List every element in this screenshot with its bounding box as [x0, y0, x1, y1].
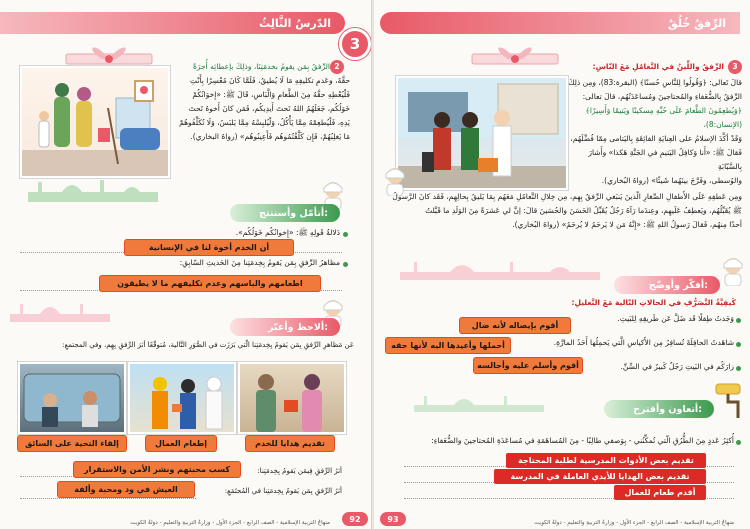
cooperate-answer-1[interactable]: تقديم بعض الأدوات المدرسية لطلبة المحتاجة — [506, 453, 706, 468]
line: فَقالَ ﷺ: «أَنا وَكافِلُ اليَتيمِ في الجَنَّةِ هَكذا» وأَشارَ بِالسَّبّابَةِ — [588, 148, 742, 171]
effect-label-2: أثرُ الرِّفقِ بِمَن يَقومُ بِخِدمَتِنا في المُجتَمَعِ: — [224, 487, 342, 495]
think-tab: أفكّر وأوضّح: — [614, 276, 720, 294]
reflect-tab: أتأمّل وأستنتج: — [230, 204, 340, 222]
think-answer-3[interactable]: أقوم وأسلم عليه وأجالسه — [474, 358, 582, 373]
bullet-icon — [343, 232, 348, 237]
reflect-answer-2[interactable]: اطعامهم والباسهم وعدم تكليفهم ما لا يطيقون — [100, 276, 320, 291]
effect-answer-1[interactable]: كسب محبتهم ونشر الأمن والاستقرار — [74, 462, 240, 477]
section-heading: الرِّفقُ واللِّينُ في التَّعامُلِ مَعَ النّاسِ: — [592, 62, 724, 71]
cooperate-answer-2[interactable]: تقديم بعض الهدايا للأيدي العاملة في المدرسة — [494, 469, 706, 484]
line: حقَّهُ، وعَدمِ تكليفِهِ مَا لَا يُطيقُ، فَلَمَّا كَانَ مُعْسِرًا بِأَنْتِ — [190, 76, 350, 85]
think-question-3: زارَكُم في البَيتِ رَجُلٌ كَبيرٌ في السِّنِّ. — [620, 362, 734, 371]
image-answer-3[interactable]: إلقاء التحية على السائق — [18, 436, 126, 451]
line: قالَ تَعالى: ﴿وَقُولُوا لِلنَّاسِ حُسنًا﴾ (البقرة:83)، ومِن ذلِكَ — [568, 78, 742, 87]
cooperate-tab: أتعاون وأقترح: — [604, 400, 714, 418]
line: الرِّفقُ بِمَن يقومُ بخدمَتِنَا، وذلِكَ بإعطائِه أُجرَةً — [192, 62, 330, 71]
page-93 — [374, 0, 750, 529]
lesson-title: الرِّفقُ خُلُقٌ — [667, 16, 726, 30]
paragraph-1-body — [172, 74, 350, 144]
image-answer-1[interactable]: تقديم هدايا للخدم — [246, 436, 334, 451]
flower-frame-icon — [134, 80, 154, 102]
cooperate-answer-3[interactable]: أقدم طعام للعمال — [614, 485, 706, 500]
bullet-icon — [736, 366, 741, 371]
bullet-icon — [736, 318, 741, 323]
reflect-question-2: مظاهرُ الرِّفقِ بِمَن يَقومُ بِخِدمَتِنا مِنَ الحَديثِ السّابِقِ: — [179, 258, 340, 267]
effect-label-1: أثرُ الرِّفقِ فِيمَن يَقومُ بِخِدمَتِنا: — [257, 467, 342, 475]
bullet-icon — [736, 440, 741, 445]
page-number-92: 92 — [342, 512, 368, 526]
answer-line — [20, 498, 196, 499]
line: خَوَلُكُم، جَعَلَهُمُ اللهُ تَحتَ أَيدِيكُم، فَمَن كانَ أَخوهُ تَحتَ — [188, 104, 350, 113]
page-footer: منهاجُ التربية الإسلامية - الصف الرابع - الجزء الأول - وزارةُ التربيةِ والتعليمِ - دولةُ الكويت — [130, 520, 330, 526]
section-number: 2 — [330, 60, 344, 74]
photo-gifts-to-helpers — [238, 362, 346, 434]
mosque-skyline-icon — [10, 298, 110, 322]
reflect-question-1: دَلالةُ قَولِهِ ﷺ: «إِخوانُكُم خَوَلُكُم». — [235, 228, 340, 237]
think-answer-1[interactable]: أقوم بإيصاله لأنه ضال — [460, 318, 570, 333]
line: والوُسطى، وفَرَّجَ بينَهُما شَيئًا» (رواهُ البُخاري). — [601, 176, 742, 185]
mosque-skyline-icon — [28, 174, 158, 202]
line: وَقَدْ أكَّدَ الإسلامُ على العِنايَةِ الفائِقَةِ بِاليَتامى مِمّا فُضِّلَهُم، — [570, 134, 742, 143]
page-number-93: 93 — [380, 512, 406, 526]
bullet-icon — [343, 262, 348, 267]
ribbon-decoration-icon — [470, 40, 560, 76]
observe-tab: ألاحظ وأعبّر: — [230, 318, 340, 336]
think-answer-2[interactable]: أحملها وأعيدها اليه لأنها حقه — [386, 338, 510, 353]
line: يَدِهِ، فَلْيُطعِمْهُ مِمَّا يَأْكُلُ، وَلْيُلبِسْهُ مِمَّا يَلبَسُ، وَلَا تُكَلِّفُوهُمْ — [179, 118, 350, 127]
section-number: 3 — [728, 60, 742, 74]
line: أحدًا مِنهُم، فَقالَ رَسولُ اللهِ ﷺ: «إِنَّهُ مَن لا يَرحَمُ لا يُرحَمُ» (رواهُ البُخاري). — [512, 220, 742, 229]
cooperate-question: أُكثِرُ عَددٍ مِنَ الطُّرُقِ الّتي تُمكِّنُني - بِوَصفي طالِبًا - مِنَ المُساهَمَةِ في مُساعَدَةِ المُحتاجينَ والضُّعَفاءِ: — [431, 436, 734, 445]
reflect-answer-1[interactable]: أن الخدم أخوة لنا في الإنسانية — [125, 240, 293, 255]
photo-feeding-workers — [128, 362, 236, 434]
lesson-banner-right — [380, 12, 740, 34]
think-question-1: وَجَدتُ طِفلًا قَد ضَلَّ عَن طَريقِهِ لِلبَيتِ. — [617, 314, 734, 323]
page-footer: منهاجُ التربية الإسلامية - الصف الرابع - الجزء الأول - وزارةُ التربيةِ والتعليمِ - دولةُ الكويت — [534, 520, 734, 526]
paragraph-1 — [172, 60, 330, 74]
mosque-skyline-icon — [400, 256, 600, 280]
bullet-icon — [736, 342, 741, 347]
lesson-number-badge: 3 — [339, 28, 371, 60]
lesson-title: الدّرسُ الثَّالِثُ — [259, 16, 331, 30]
line: الرِّفقُ بِالضُّعَفاءِ والمُحتاجينَ ومُساعَدَتُهُم، قالَ تعالى: — [582, 92, 742, 101]
paint-roller-icon — [712, 380, 744, 420]
paragraph-3 — [388, 190, 742, 232]
boy-avatar-icon — [720, 256, 746, 286]
line: فَلْيُعْطِهِ حقَّهُ مِنَ الطَّعامِ وَالَّبَاسِ، قَالَ ﷺ: «إِخوَانُكُمْ — [192, 90, 350, 99]
mosque-skyline-icon — [414, 392, 544, 412]
line: ﷺ يُقَبِّلُهُم، ويَعطِفُ عَلَيهِم، وعِندَما رَآهُ رَجُلٌ يُقَبِّلُ الحَسَنَ والحُسَينَ قالَ: إنَّ لي عَشرَةً مِنَ الوَلَدِ ما قَبَّلتُ — [425, 206, 742, 215]
think-question-2: شاهَدتُ الحافِلَةَ تُسافِرُ مِن الأَكياسِ الَّتي يَحمِلُها أَحَدُ المارَّةِ. — [553, 338, 734, 347]
line: ومِن عَطفِهِ عَلَى الأَطفالِ الصِّغارِ الّذينَ يَنبَغي الرِّفقُ بِهِم، مِن خِلالِ التَّعامُلِ مَعَهُم بِمَا يَليقُ بِحالِهِم، فَقَد كانَ الرَّسولُ — [392, 192, 742, 201]
line: مَا يَغلِبُهُمْ، فَإِن كَلَّفْتُمُوهُم فَأَعِينُوهُم» (رواهُ البخاري). — [190, 132, 350, 141]
observe-question: عَن مَظاهرِ الرِّفقِ بِمَن يَقومُ بِخِدمَتِنا الّتي بَرَزَت في الصُّوَرِ التَّالية، مُتوقّعًا أثرَ الرِّفقِ بِهِم، وفي المجتمعِ: — [62, 341, 354, 349]
effect-answer-2[interactable]: العيش في ود ومحبة وألفة — [58, 482, 194, 497]
line: ﴿وَيُطعِمُونَ الطَّعامَ عَلَى حُبِّهِ مِسكينًا ويَتيمًا وَأَسِيرًا﴾ (الإنسان:8)، — [585, 106, 742, 129]
paragraph-2 — [568, 76, 742, 188]
image-answer-2[interactable]: إطعام العمال — [146, 436, 216, 451]
photo-greeting-driver — [18, 362, 126, 434]
lesson-banner-left — [0, 12, 345, 34]
page-92 — [0, 0, 373, 529]
think-heading: كَيفِيَّةُ التَّصَرُّفِ في الحالاتِ التّالية مَعَ التَّعليلِ: — [571, 298, 736, 307]
street-illustration — [396, 76, 568, 190]
